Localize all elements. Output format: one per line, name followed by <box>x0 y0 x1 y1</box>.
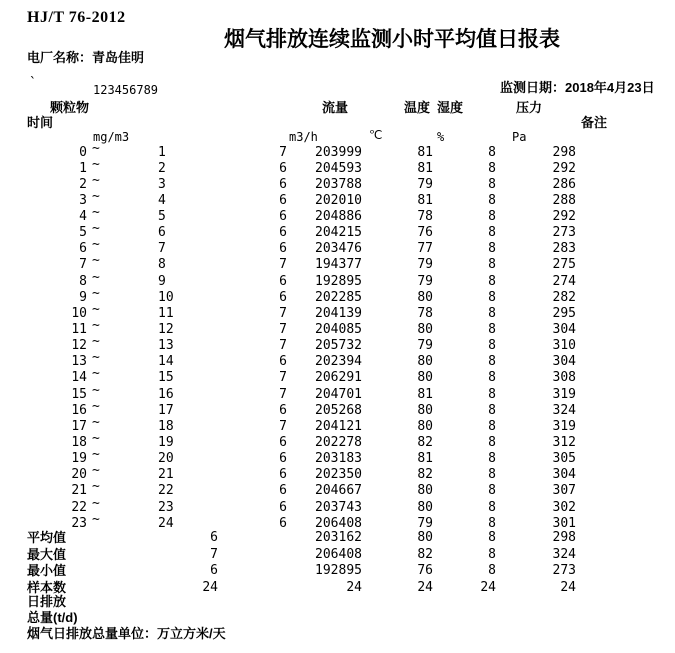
hour-start-cell: 17 <box>71 418 87 434</box>
table-row <box>0 366 675 386</box>
hour-start-cell: 1 <box>79 160 87 176</box>
pm-value-cell: 7 <box>279 370 287 386</box>
humidity-value-cell: 8 <box>488 451 496 467</box>
humidity-value-cell: 8 <box>488 160 496 176</box>
humidity-value-cell: 8 <box>488 241 496 257</box>
pressure-value-cell: 304 <box>552 467 576 483</box>
hourly-rows-table <box>0 140 675 532</box>
pressure-value-cell: 305 <box>552 451 576 467</box>
temp-summary-cell: 24 <box>417 579 433 595</box>
summary-row <box>0 580 675 597</box>
table-row <box>0 285 675 306</box>
humidity-value-cell: 8 <box>488 144 496 160</box>
serial-number: 123456789 <box>93 83 159 97</box>
pm-value-cell: 6 <box>279 451 287 467</box>
column-header-humidity: 湿度 <box>437 100 464 115</box>
tilde-separator: ~ <box>92 398 100 414</box>
total-amount-label: 总量(t/d) <box>27 610 78 625</box>
table-row <box>0 318 675 338</box>
tilde-separator: ~ <box>92 495 100 511</box>
pressure-summary-cell: 324 <box>552 546 576 562</box>
hour-end-cell: 8 <box>158 257 166 273</box>
tilde-separator: ~ <box>92 366 100 382</box>
humidity-value-cell: 8 <box>488 418 496 434</box>
pressure-value-cell: 310 <box>552 338 576 354</box>
flow-value-cell: 203788 <box>315 176 362 192</box>
humidity-value-cell: 8 <box>488 273 496 289</box>
hour-end-cell: 3 <box>158 176 166 192</box>
tilde-separator: ~ <box>92 463 100 479</box>
hour-end-cell: 23 <box>158 499 174 515</box>
humidity-summary-cell: 24 <box>480 579 496 595</box>
standard-code: HJ/T 76-2012 <box>27 9 126 26</box>
flow-value-cell: 194377 <box>315 257 362 273</box>
column-header-pressure: 压力 <box>516 100 543 115</box>
pressure-value-cell: 282 <box>552 289 576 305</box>
table-row <box>0 140 675 161</box>
temp-value-cell: 80 <box>417 483 433 499</box>
pm-value-cell: 6 <box>279 467 287 483</box>
hour-end-cell: 6 <box>158 225 166 241</box>
humidity-value-cell: 8 <box>488 225 496 241</box>
tilde-separator: ~ <box>92 382 100 398</box>
hour-end-cell: 16 <box>158 386 174 402</box>
humidity-value-cell: 8 <box>488 322 496 338</box>
hour-start-cell: 0 <box>79 144 87 160</box>
pm-value-cell: 6 <box>279 289 287 305</box>
humidity-value-cell: 8 <box>488 209 496 225</box>
hour-end-cell: 14 <box>158 354 174 370</box>
pm-value-cell: 6 <box>279 273 287 289</box>
tilde-separator: ~ <box>92 301 100 317</box>
pressure-value-cell: 273 <box>552 225 576 241</box>
temp-value-cell: 80 <box>417 418 433 434</box>
hour-end-cell: 13 <box>158 338 174 354</box>
hour-start-cell: 21 <box>71 483 87 499</box>
pm-value-cell: 6 <box>279 402 287 418</box>
table-row <box>0 414 675 435</box>
tilde-separator: ~ <box>92 140 100 156</box>
hour-start-cell: 6 <box>79 241 87 257</box>
hour-start-cell: 3 <box>79 192 87 208</box>
tilde-separator: ~ <box>92 479 100 495</box>
hour-end-cell: 2 <box>158 160 166 176</box>
flow-value-cell: 202010 <box>315 192 362 208</box>
flow-value-cell: 202285 <box>315 289 362 305</box>
pm-value-cell: 6 <box>279 241 287 257</box>
tilde-separator: ~ <box>92 253 100 269</box>
temp-value-cell: 80 <box>417 499 433 515</box>
pm-value-cell: 6 <box>279 515 287 531</box>
tilde-separator: ~ <box>92 414 100 430</box>
tilde-separator: ~ <box>92 172 100 188</box>
pm-value-cell: 6 <box>279 483 287 499</box>
unit-humidity: % <box>437 130 445 144</box>
table-row <box>0 156 675 177</box>
pressure-value-cell: 298 <box>552 144 576 160</box>
hour-end-cell: 1 <box>158 144 166 160</box>
pressure-value-cell: 274 <box>552 273 576 289</box>
flow-value-cell: 206408 <box>315 515 362 531</box>
pressure-value-cell: 304 <box>552 322 576 338</box>
pm-value-cell: 7 <box>279 386 287 402</box>
tilde-separator: ~ <box>92 511 100 527</box>
tilde-separator: ~ <box>92 431 100 447</box>
unit-pressure: Pa <box>512 130 527 144</box>
tilde-separator: ~ <box>92 334 100 350</box>
summary-row-label: 最小值 <box>27 563 67 579</box>
pressure-value-cell: 312 <box>552 435 576 451</box>
summary-row <box>0 530 675 547</box>
flow-summary-cell: 206408 <box>315 546 362 562</box>
humidity-value-cell: 8 <box>488 257 496 273</box>
hour-end-cell: 19 <box>158 435 174 451</box>
flow-value-cell: 204886 <box>315 209 362 225</box>
flow-value-cell: 192895 <box>315 273 362 289</box>
flow-value-cell: 205732 <box>315 338 362 354</box>
pressure-value-cell: 301 <box>552 515 576 531</box>
column-header-flow: 流量 <box>322 100 349 115</box>
temp-value-cell: 80 <box>417 354 433 370</box>
hour-start-cell: 18 <box>71 435 87 451</box>
flow-value-cell: 204667 <box>315 483 362 499</box>
temp-value-cell: 81 <box>417 144 433 160</box>
pressure-value-cell: 292 <box>552 209 576 225</box>
hour-start-cell: 7 <box>79 257 87 273</box>
hour-end-cell: 20 <box>158 451 174 467</box>
temp-value-cell: 80 <box>417 322 433 338</box>
temp-value-cell: 82 <box>417 467 433 483</box>
flow-value-cell: 204215 <box>315 225 362 241</box>
flow-value-cell: 206291 <box>315 370 362 386</box>
temp-value-cell: 80 <box>417 289 433 305</box>
pressure-value-cell: 288 <box>552 192 576 208</box>
flow-value-cell: 204701 <box>315 386 362 402</box>
pm-value-cell: 6 <box>279 192 287 208</box>
column-header-temperature: 温度 <box>404 100 431 115</box>
tilde-separator: ~ <box>92 318 100 334</box>
hour-end-cell: 15 <box>158 370 174 386</box>
hour-start-cell: 4 <box>79 209 87 225</box>
unit-temperature: ℃ <box>369 128 383 142</box>
table-row <box>0 301 675 322</box>
pm-value-cell: 7 <box>279 305 287 321</box>
table-row <box>0 221 675 241</box>
table-row <box>0 447 675 467</box>
hour-start-cell: 2 <box>79 176 87 192</box>
table-row <box>0 172 675 193</box>
temp-value-cell: 78 <box>417 305 433 321</box>
pressure-value-cell: 302 <box>552 499 576 515</box>
hour-end-cell: 22 <box>158 483 174 499</box>
flow-value-cell: 202350 <box>315 467 362 483</box>
pressure-summary-cell: 298 <box>552 530 576 545</box>
pressure-value-cell: 307 <box>552 483 576 499</box>
pressure-value-cell: 286 <box>552 176 576 192</box>
pressure-value-cell: 319 <box>552 386 576 402</box>
hour-end-cell: 21 <box>158 467 174 483</box>
table-row <box>0 479 675 499</box>
pm-value-cell: 7 <box>279 257 287 273</box>
pm-summary-cell: 6 <box>210 563 218 579</box>
report-title: 烟气排放连续监测小时平均值日报表 <box>224 28 560 51</box>
unit-pm: mg/m3 <box>93 130 130 144</box>
flow-value-cell: 205268 <box>315 402 362 418</box>
temp-value-cell: 79 <box>417 273 433 289</box>
table-row <box>0 431 675 451</box>
hour-start-cell: 13 <box>71 354 87 370</box>
summary-row-label: 平均值 <box>27 530 67 545</box>
pm-value-cell: 6 <box>279 160 287 176</box>
flow-value-cell: 204139 <box>315 305 362 321</box>
humidity-value-cell: 8 <box>488 338 496 354</box>
hour-start-cell: 15 <box>71 386 87 402</box>
hour-start-cell: 12 <box>71 338 87 354</box>
temp-value-cell: 79 <box>417 176 433 192</box>
hour-end-cell: 18 <box>158 418 174 434</box>
hour-end-cell: 12 <box>158 322 174 338</box>
summary-row <box>0 563 675 580</box>
table-row <box>0 253 675 273</box>
table-row <box>0 188 675 209</box>
hour-end-cell: 9 <box>158 273 166 289</box>
flow-value-cell: 203476 <box>315 241 362 257</box>
humidity-value-cell: 8 <box>488 192 496 208</box>
summary-row-label: 样本数 <box>27 579 67 595</box>
pm-value-cell: 6 <box>279 209 287 225</box>
pressure-value-cell: 324 <box>552 402 576 418</box>
humidity-value-cell: 8 <box>488 402 496 418</box>
tilde-separator: ~ <box>92 188 100 204</box>
hour-start-cell: 5 <box>79 225 87 241</box>
tilde-separator: ~ <box>92 350 100 366</box>
hour-start-cell: 16 <box>71 402 87 418</box>
flow-value-cell: 202394 <box>315 354 362 370</box>
table-row <box>0 350 675 370</box>
plant-name-label: 电厂名称：青岛佳明 <box>27 50 145 65</box>
table-row <box>0 205 675 225</box>
pm-value-cell: 6 <box>279 499 287 515</box>
hour-end-cell: 11 <box>158 305 174 321</box>
hour-start-cell: 8 <box>79 273 87 289</box>
pressure-value-cell: 275 <box>552 257 576 273</box>
pm-value-cell: 6 <box>279 176 287 192</box>
tilde-separator: ~ <box>92 156 100 172</box>
pm-value-cell: 6 <box>279 435 287 451</box>
column-header-remark: 备注 <box>581 115 608 130</box>
hour-end-cell: 24 <box>158 515 174 531</box>
hour-start-cell: 20 <box>71 467 87 483</box>
flow-value-cell: 203743 <box>315 499 362 515</box>
hour-end-cell: 5 <box>158 209 166 225</box>
pressure-value-cell: 308 <box>552 370 576 386</box>
temp-value-cell: 77 <box>417 241 433 257</box>
tilde-separator: ~ <box>92 205 100 221</box>
pm-value-cell: 6 <box>279 354 287 370</box>
flow-summary-cell: 203162 <box>315 530 362 545</box>
tilde-separator: ~ <box>92 221 100 237</box>
temp-value-cell: 82 <box>417 435 433 451</box>
flow-value-cell: 204085 <box>315 322 362 338</box>
temp-value-cell: 81 <box>417 160 433 176</box>
table-row <box>0 382 675 403</box>
hour-end-cell: 17 <box>158 402 174 418</box>
hour-start-cell: 19 <box>71 451 87 467</box>
flow-value-cell: 204593 <box>315 160 362 176</box>
temp-value-cell: 76 <box>417 225 433 241</box>
pressure-summary-cell: 24 <box>560 579 576 595</box>
monitor-date-label: 监测日期：2018年4月23日 <box>500 80 655 95</box>
summary-rows-table <box>0 530 675 596</box>
temp-value-cell: 81 <box>417 386 433 402</box>
temp-value-cell: 81 <box>417 451 433 467</box>
pressure-summary-cell: 273 <box>552 563 576 579</box>
temp-summary-cell: 76 <box>417 563 433 579</box>
humidity-value-cell: 8 <box>488 354 496 370</box>
table-row <box>0 495 675 516</box>
tilde-separator: ~ <box>92 447 100 463</box>
flow-summary-cell: 24 <box>346 579 362 595</box>
flow-value-cell: 202278 <box>315 435 362 451</box>
table-row <box>0 269 675 290</box>
humidity-value-cell: 8 <box>488 289 496 305</box>
humidity-summary-cell: 8 <box>488 530 496 545</box>
humidity-value-cell: 8 <box>488 386 496 402</box>
summary-row <box>0 547 675 564</box>
tilde-separator: ~ <box>92 269 100 285</box>
temp-value-cell: 79 <box>417 257 433 273</box>
humidity-summary-cell: 8 <box>488 563 496 579</box>
temp-value-cell: 79 <box>417 515 433 531</box>
humidity-value-cell: 8 <box>488 370 496 386</box>
humidity-value-cell: 8 <box>488 467 496 483</box>
column-header-time: 时间 <box>27 115 54 130</box>
temp-summary-cell: 82 <box>417 546 433 562</box>
table-row <box>0 463 675 483</box>
table-row <box>0 334 675 354</box>
humidity-value-cell: 8 <box>488 499 496 515</box>
pm-summary-cell: 6 <box>210 530 218 545</box>
tilde-separator: ~ <box>92 285 100 301</box>
flow-value-cell: 203183 <box>315 451 362 467</box>
hour-start-cell: 14 <box>71 370 87 386</box>
temp-summary-cell: 80 <box>417 530 433 545</box>
pm-value-cell: 6 <box>279 225 287 241</box>
humidity-value-cell: 8 <box>488 515 496 531</box>
table-row <box>0 237 675 257</box>
footnote-unit-text: 烟气日排放总量单位：万立方米/天 <box>27 626 226 641</box>
table-row <box>0 398 675 419</box>
summary-row-label: 最大值 <box>27 546 67 562</box>
pressure-value-cell: 283 <box>552 241 576 257</box>
humidity-value-cell: 8 <box>488 483 496 499</box>
pressure-value-cell: 292 <box>552 160 576 176</box>
tilde-separator: ~ <box>92 237 100 253</box>
humidity-value-cell: 8 <box>488 176 496 192</box>
stray-tick-mark: ` <box>29 76 37 91</box>
pm-summary-cell: 7 <box>210 546 218 562</box>
pressure-value-cell: 295 <box>552 305 576 321</box>
pm-value-cell: 7 <box>279 338 287 354</box>
temp-value-cell: 79 <box>417 338 433 354</box>
pm-summary-cell: 24 <box>202 579 218 595</box>
temp-value-cell: 80 <box>417 370 433 386</box>
temp-value-cell: 78 <box>417 209 433 225</box>
hour-end-cell: 10 <box>158 289 174 305</box>
pm-value-cell: 7 <box>279 418 287 434</box>
hour-start-cell: 23 <box>71 515 87 531</box>
humidity-value-cell: 8 <box>488 305 496 321</box>
pm-value-cell: 7 <box>279 144 287 160</box>
hour-start-cell: 9 <box>79 289 87 305</box>
flow-value-cell: 203999 <box>315 144 362 160</box>
column-header-pm: 颗粒物 <box>50 100 90 115</box>
pressure-value-cell: 319 <box>552 418 576 434</box>
flow-summary-cell: 192895 <box>315 563 362 579</box>
hour-start-cell: 22 <box>71 499 87 515</box>
humidity-summary-cell: 8 <box>488 546 496 562</box>
flow-value-cell: 204121 <box>315 418 362 434</box>
temp-value-cell: 80 <box>417 402 433 418</box>
pm-value-cell: 7 <box>279 322 287 338</box>
hour-end-cell: 7 <box>158 241 166 257</box>
pressure-value-cell: 304 <box>552 354 576 370</box>
hour-end-cell: 4 <box>158 192 166 208</box>
unit-flow: m3/h <box>289 130 318 144</box>
daily-emission-label: 日排放 <box>27 594 67 609</box>
humidity-value-cell: 8 <box>488 435 496 451</box>
temp-value-cell: 81 <box>417 192 433 208</box>
hour-start-cell: 11 <box>71 322 87 338</box>
hour-start-cell: 10 <box>71 305 87 321</box>
